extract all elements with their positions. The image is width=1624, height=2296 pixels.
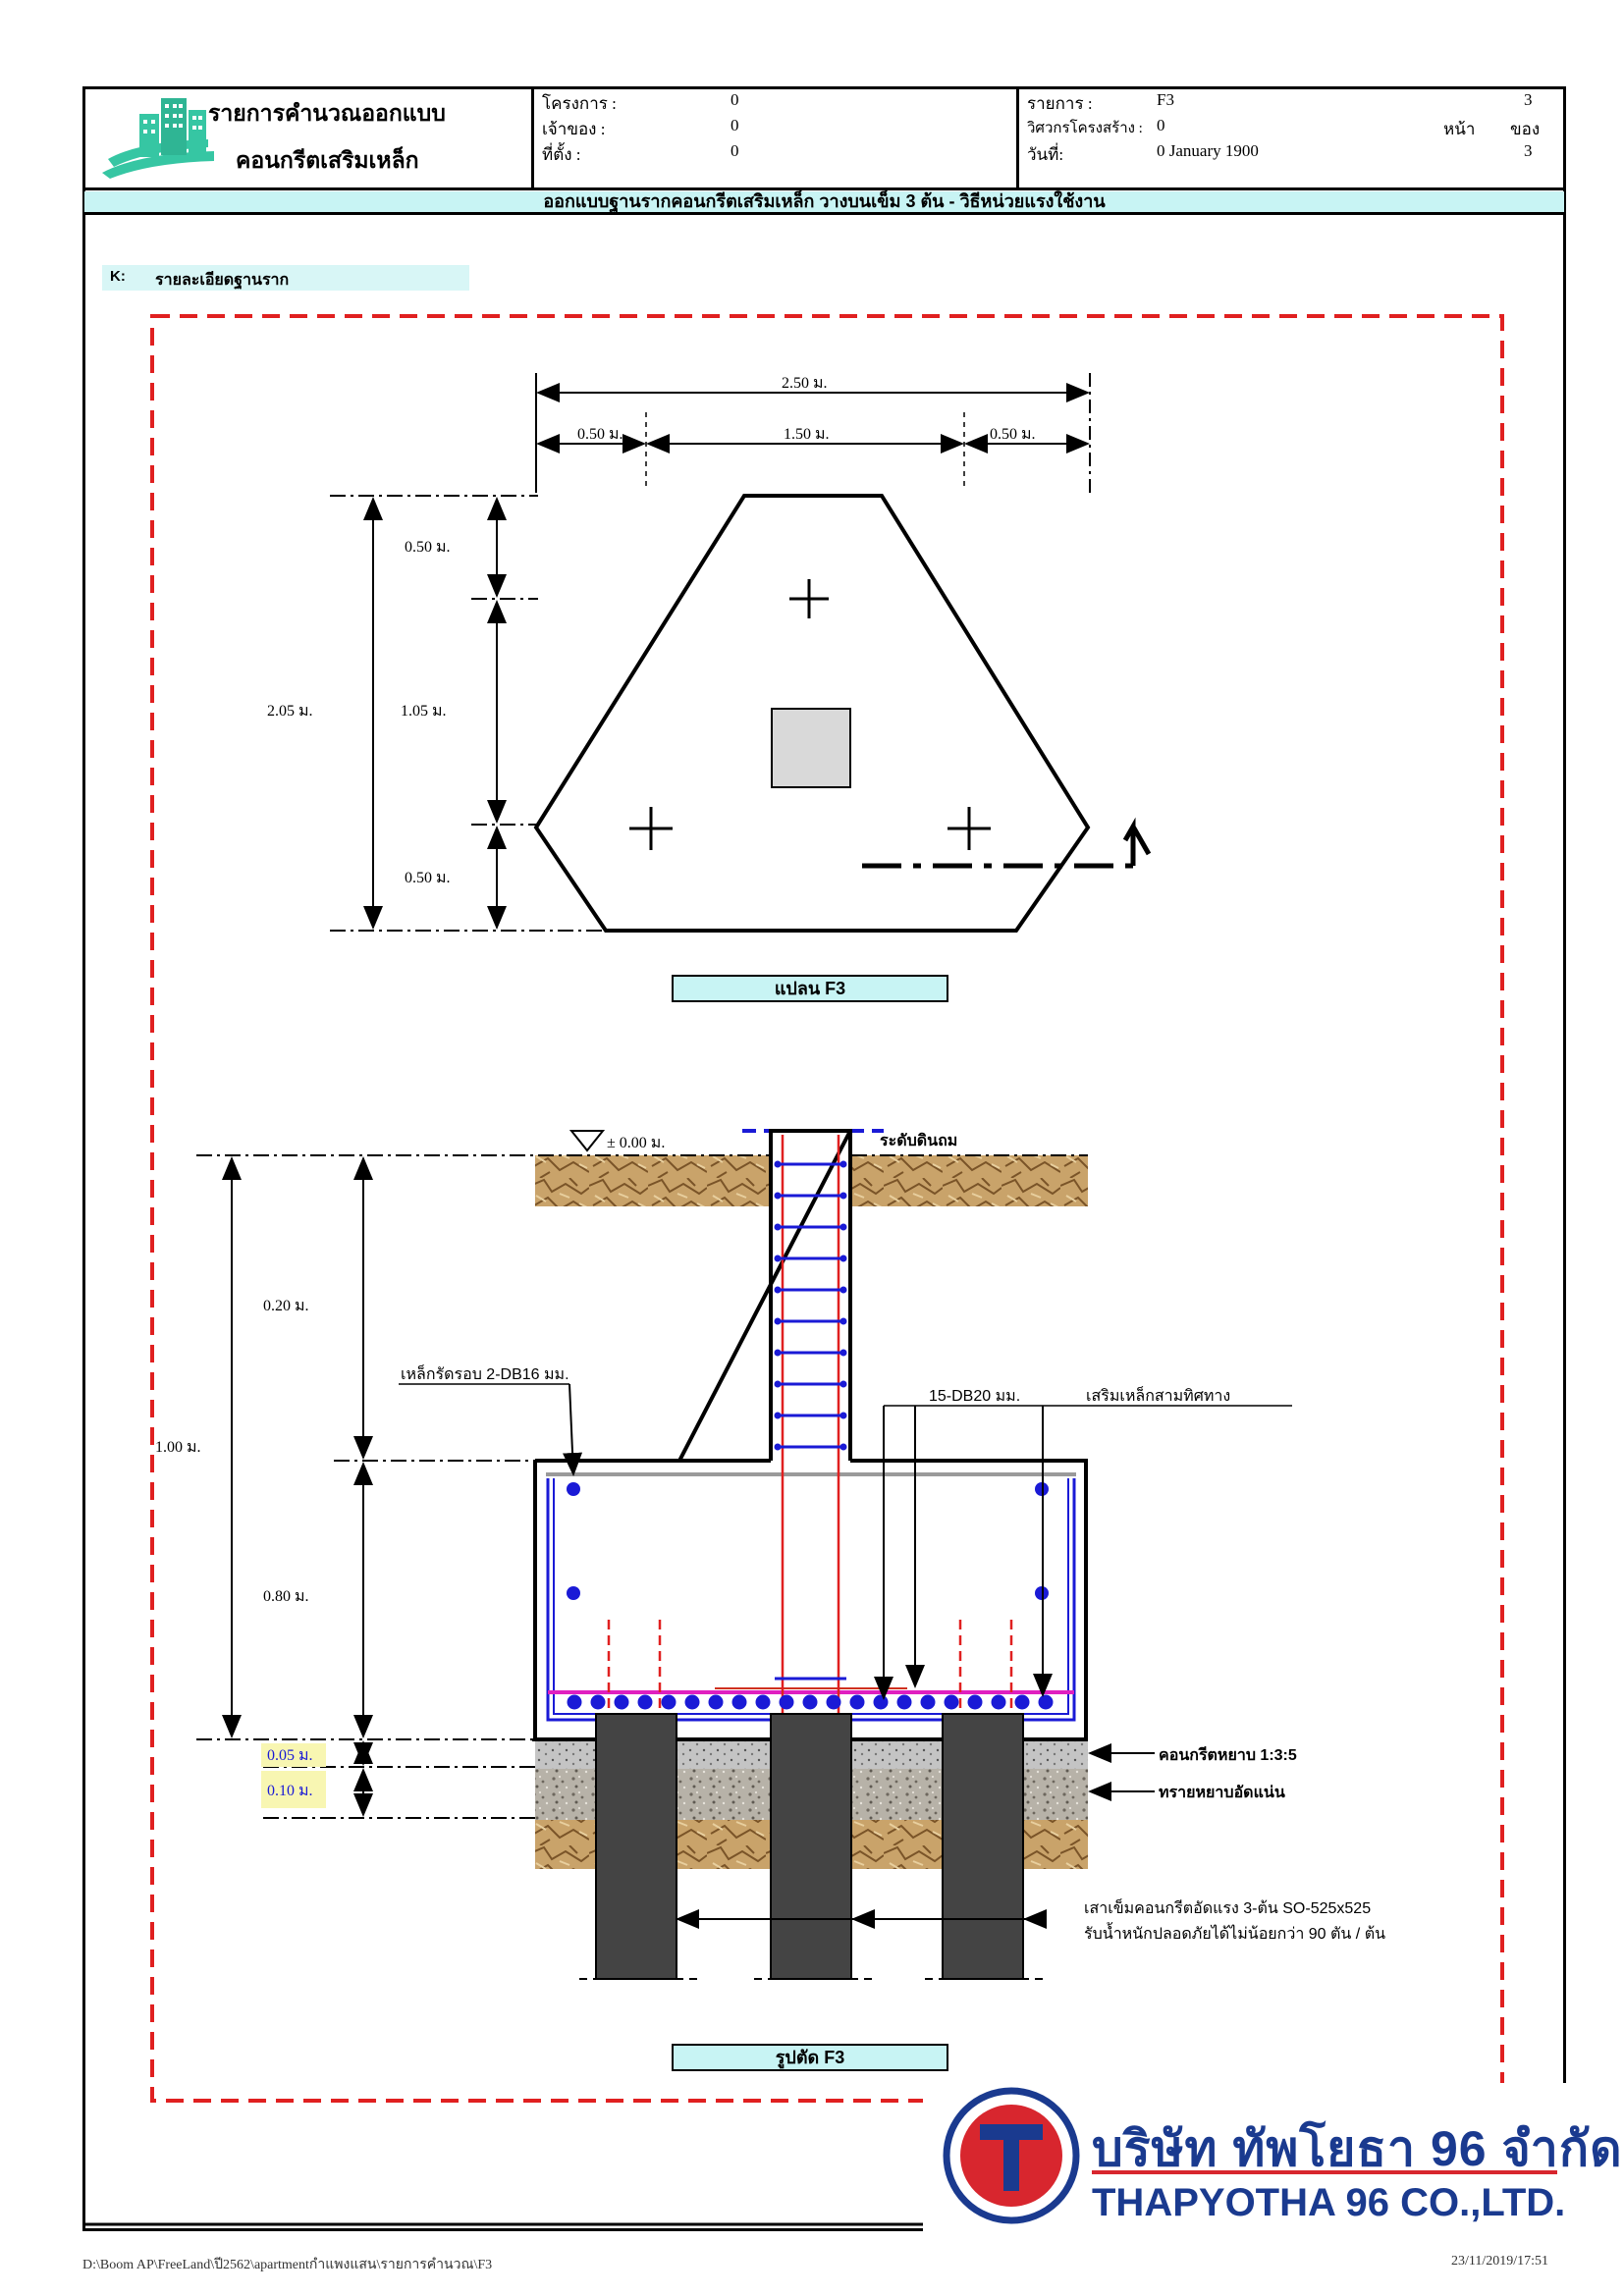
dim-section-sand: 0.10 ม. bbox=[267, 1783, 313, 1799]
project-label: โครงการ : bbox=[542, 94, 617, 113]
bottom-rebar-row bbox=[568, 1695, 1054, 1710]
section-label: รายละเอียดฐานราก bbox=[155, 272, 290, 289]
page-value: 3 bbox=[1524, 90, 1533, 109]
compacted-sand-label: ทรายหยาบอัดแน่น bbox=[1159, 1785, 1285, 1801]
lean-concrete-label: คอนกรีตหยาบ 1:3:5 bbox=[1159, 1747, 1297, 1764]
ground-level-value: ± 0.00 ม. bbox=[607, 1135, 666, 1151]
engineer-value: 0 bbox=[1157, 116, 1165, 134]
footer-path: D:\Boom AP\FreeLand\ปี2562\apartmentกำแพงแสน\รายการคำนวณ\F3 bbox=[82, 2258, 493, 2272]
section-view bbox=[196, 1131, 1292, 1979]
company-name-th: บริษัท ทัพโยธา 96 จำกัด bbox=[1092, 2121, 1623, 2176]
dim-section-lean: 0.05 ม. bbox=[267, 1747, 313, 1764]
footer-timestamp: 23/11/2019/17:51 bbox=[1451, 2254, 1549, 2269]
soil-right bbox=[852, 1155, 1088, 1206]
rebar-note-label: เสริมเหล็กสามทิศทาง bbox=[1086, 1388, 1231, 1405]
section-code: K: bbox=[110, 268, 126, 285]
owner-value: 0 bbox=[731, 116, 739, 134]
dim-plan-left: 0.50 ม. bbox=[577, 426, 623, 443]
dim-plan-mid: 1.50 ม. bbox=[784, 426, 830, 443]
rebar-top-label: เหล็กรัดรอบ 2-DB16 มม. bbox=[401, 1366, 569, 1383]
of-value: 3 bbox=[1524, 141, 1533, 160]
company-name-en: THAPYOTHA 96 CO.,LTD. bbox=[1092, 2181, 1566, 2224]
plan-caption: แปลน F3 bbox=[672, 975, 948, 1002]
pile-spec-line2: รับน้ำหนักปลอดภัยได้ไม่น้อยกว่า 90 ตัน / ต้น bbox=[1084, 1926, 1386, 1943]
ground-level-icon bbox=[571, 1131, 603, 1150]
pile-spec-line1: เสาเข็มคอนกรีตอัดแรง 3-ต้น SO-525x525 bbox=[1084, 1900, 1372, 1917]
piles bbox=[596, 1714, 1023, 1979]
item-value: F3 bbox=[1157, 90, 1174, 109]
of-label: ของ bbox=[1510, 120, 1541, 138]
location-label: ที่ตั้ง : bbox=[542, 145, 581, 164]
column-square bbox=[772, 709, 850, 787]
title-line2: คอนกรีตเสริมเหล็ก bbox=[236, 147, 419, 173]
page-label: หน้า bbox=[1443, 120, 1476, 138]
soil-left bbox=[535, 1155, 769, 1206]
section-caption: รูปตัด F3 bbox=[672, 2044, 948, 2071]
ground-label: ระดับดินถม bbox=[880, 1133, 958, 1149]
plan-view bbox=[330, 373, 1149, 931]
dim-plan-total-height: 2.05 ม. bbox=[267, 703, 313, 720]
dim-plan-bottom: 0.50 ม. bbox=[405, 870, 451, 886]
title-line1: รายการคำนวณออกแบบ bbox=[208, 100, 446, 126]
band-title: ออกแบบฐานรากคอนกรีตเสริมเหล็ก วางบนเข็ม 3 ต้น - วิธีหน่วยแรงใช้งาน bbox=[543, 191, 1106, 211]
date-value: 0 January 1900 bbox=[1157, 141, 1259, 160]
dim-plan-top: 0.50 ม. bbox=[405, 539, 451, 556]
company-logo-icon bbox=[947, 2091, 1076, 2220]
engineer-label: วิศวกรโครงสร้าง : bbox=[1027, 121, 1143, 136]
dim-plan-right: 0.50 ม. bbox=[990, 426, 1036, 443]
dim-section-footing: 0.80 ม. bbox=[263, 1588, 309, 1605]
dim-plan-center: 1.05 ม. bbox=[401, 703, 447, 720]
rebar-main-label: 15-DB20 มม. bbox=[929, 1388, 1021, 1405]
owner-label: เจ้าของ : bbox=[542, 120, 606, 138]
item-label: รายการ : bbox=[1027, 94, 1093, 113]
dim-section-neck: 0.20 ม. bbox=[263, 1298, 309, 1314]
dim-section-total: 1.00 ม. bbox=[155, 1439, 201, 1456]
location-value: 0 bbox=[731, 141, 739, 160]
dim-plan-total-width: 2.50 ม. bbox=[782, 375, 828, 392]
date-label: วันที่: bbox=[1027, 145, 1064, 164]
project-value: 0 bbox=[731, 90, 739, 109]
